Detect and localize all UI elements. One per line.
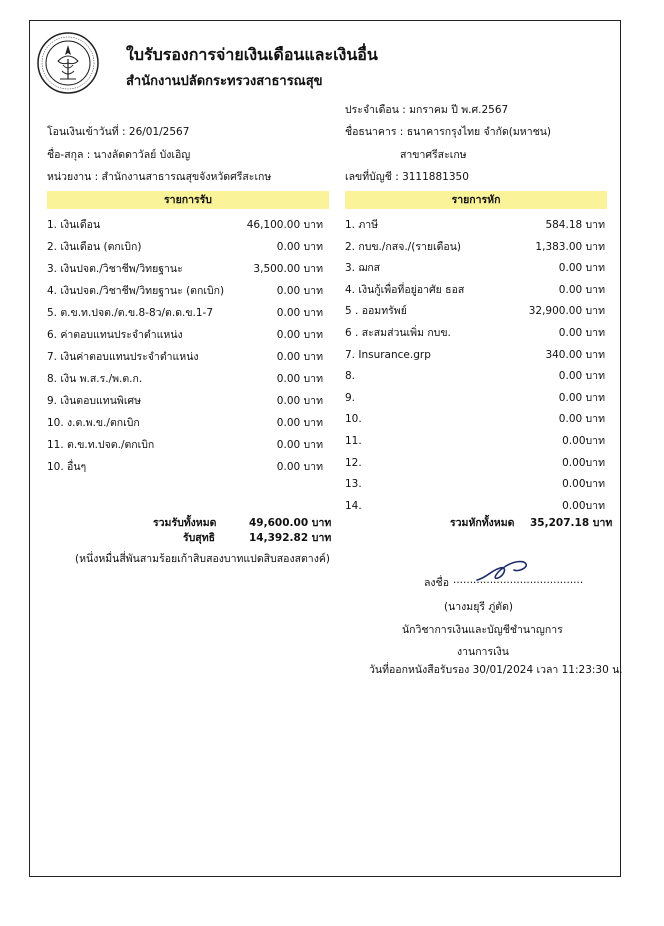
- row-amount: 0.00 บาท: [558, 370, 605, 383]
- row-amount: 0.00บาท: [562, 478, 605, 491]
- row-label: 3. เงินปจต./วิชาชีพ/วิทยฐานะ: [47, 263, 183, 275]
- row-label: 2. กบข./กสจ./(รายเดือน): [345, 240, 461, 253]
- table-row: [345, 282, 605, 298]
- row-amount: 1,383.00 บาท: [535, 240, 605, 253]
- deduction-total-value: 35,207.18 บาท: [530, 517, 613, 529]
- signer-unit: งานการเงิน: [457, 646, 509, 658]
- row-amount: 3,500.00 บาท: [253, 263, 323, 275]
- row-amount: 32,900.00 บาท: [528, 305, 605, 318]
- row-label: 1. เงินเดือน: [47, 219, 101, 231]
- row-label: 10.: [345, 413, 362, 426]
- handwritten-signature: [474, 558, 530, 586]
- table-row: [47, 437, 323, 453]
- document-title: ใบรับรองการจ่ายเงินเดือนและเงินอื่น: [126, 45, 378, 64]
- row-amount: 0.00 บาท: [558, 413, 605, 426]
- table-row: [345, 347, 605, 363]
- row-label: 11.: [345, 435, 362, 447]
- row-label: 10. อื่นๆ: [47, 461, 87, 473]
- row-label: 6. ค่าตอบแทนประจำตำแหน่ง: [47, 329, 183, 341]
- row-label: 11. ต.ข.ท.ปจต./ตกเบิก: [47, 439, 155, 451]
- bank-branch: สาขาศรีสะเกษ: [400, 149, 467, 161]
- row-amount: 0.00บาท: [562, 456, 605, 469]
- table-row: [47, 239, 323, 255]
- signer-position: นักวิชาการเงินและบัญชีชำนาญการ: [402, 624, 563, 636]
- row-label: 10. ง.ต.พ.ข./ตกเบิก: [47, 417, 140, 429]
- table-row: [345, 476, 605, 492]
- net-pay-label: รับสุทธิ: [183, 532, 216, 544]
- table-row: [345, 433, 605, 449]
- row-amount: 0.00 บาท: [276, 285, 323, 297]
- table-row: [47, 371, 323, 387]
- employee-name: ชื่อ-สกุล : นางลัดดาวัลย์ บังเอิญ: [47, 149, 191, 161]
- row-amount: 0.00 บาท: [558, 391, 605, 404]
- table-row: [345, 325, 605, 341]
- table-row: [345, 217, 605, 233]
- table-row: [47, 261, 323, 277]
- net-pay-words: (หนึ่งหมื่นสี่พันสามร้อยเก้าสิบสองบาทแปดสิบสองสตางค์): [75, 553, 330, 565]
- table-row: [345, 390, 605, 406]
- table-row: [47, 393, 323, 409]
- table-row: [345, 239, 605, 255]
- row-label: 4. เงินปจต./วิชาชีพ/วิทยฐานะ (ตกเบิก): [47, 285, 225, 297]
- table-row: [47, 349, 323, 365]
- account-number: เลขที่บัญชี : 3111881350: [345, 171, 469, 183]
- row-label: 1. ภาษี: [345, 219, 379, 231]
- table-row: [47, 305, 323, 321]
- row-label: 13.: [345, 478, 362, 491]
- signer-name: (นางมยุรี ภู่ตัด): [444, 601, 514, 613]
- table-row: [345, 411, 605, 427]
- table-row: [47, 283, 323, 299]
- row-label: 9.: [345, 391, 356, 404]
- employee-unit: หน่วยงาน : สำนักงานสาธารณสุขจังหวัดศรีสะเกษ: [47, 171, 272, 183]
- row-amount: 0.00 บาท: [276, 307, 323, 319]
- issue-datetime: วันที่ออกหนังสือรับรอง 30/01/2024 เวลา 11:23:30 น.: [369, 664, 623, 676]
- table-row: [47, 415, 323, 431]
- row-amount: 0.00 บาท: [558, 327, 605, 339]
- row-label: 6 . สะสมส่วนเพิ่ม กบข.: [345, 327, 451, 339]
- transfer-date: โอนเงินเข้าวันที่ : 26/01/2567: [47, 126, 190, 138]
- table-row: [345, 260, 605, 276]
- income-total-label: รวมรับทั้งหมด: [153, 517, 217, 529]
- row-label: 2. เงินเดือน (ตกเบิก): [47, 241, 142, 253]
- table-row: [47, 327, 323, 343]
- row-amount: 0.00 บาท: [558, 283, 605, 296]
- table-row: [47, 459, 323, 475]
- row-amount: 0.00 บาท: [276, 241, 323, 253]
- table-row: [345, 303, 605, 319]
- row-label: 3. ฌกส: [345, 262, 381, 275]
- income-header: รายการรับ: [47, 191, 329, 209]
- row-label: 5 . ออมทรัพย์: [345, 305, 407, 318]
- row-label: 9. เงินตอบแทนพิเศษ: [47, 395, 142, 407]
- net-pay-value: 14,392.82 บาท: [249, 532, 332, 544]
- row-label: 4. เงินกู้เพื่อที่อยู่อาศัย ธอส: [345, 283, 465, 296]
- row-amount: 0.00บาท: [562, 499, 605, 512]
- row-amount: 584.18 บาท: [545, 219, 605, 231]
- table-row: [345, 368, 605, 384]
- table-row: [345, 455, 605, 471]
- row-label: 12.: [345, 456, 362, 469]
- table-row: [47, 217, 323, 233]
- row-amount: 0.00บาท: [562, 435, 605, 447]
- signature-dots: .......................................: [453, 574, 584, 586]
- document-subtitle: สำนักงานปลัดกระทรวงสาธารณสุข: [126, 74, 323, 89]
- row-amount: 0.00 บาท: [276, 373, 323, 385]
- certificate-page: [29, 20, 621, 877]
- row-label: 5. ต.ข.ท.ปจต./ต.ข.8-8ว/ต.ด.ข.1-7: [47, 307, 214, 319]
- row-amount: 0.00 บาท: [276, 461, 323, 473]
- income-total-value: 49,600.00 บาท: [249, 517, 332, 529]
- signature-label: ลงชื่อ: [424, 577, 449, 589]
- row-amount: 0.00 บาท: [276, 329, 323, 341]
- row-label: 8.: [345, 370, 356, 383]
- deduction-header: รายการหัก: [345, 191, 607, 209]
- row-amount: 46,100.00 บาท: [246, 219, 323, 231]
- row-amount: 340.00 บาท: [545, 348, 605, 361]
- row-label: 7. เงินค่าตอบแทนประจำตำแหน่ง: [47, 351, 199, 363]
- pay-month: ประจำเดือน : มกราคม ปี พ.ศ.2567: [345, 104, 509, 116]
- row-amount: 0.00 บาท: [276, 439, 323, 451]
- row-amount: 0.00 บาท: [558, 262, 605, 275]
- row-label: 7. Insurance.grp: [345, 348, 431, 361]
- row-amount: 0.00 บาท: [276, 351, 323, 363]
- deduction-total-label: รวมหักทั้งหมด: [450, 517, 515, 529]
- bank-name: ชื่อธนาคาร : ธนาคารกรุงไทย จำกัด(มหาชน): [345, 126, 552, 138]
- row-label: 14.: [345, 499, 362, 512]
- row-amount: 0.00 บาท: [276, 417, 323, 429]
- table-row: [345, 498, 605, 514]
- row-amount: 0.00 บาท: [276, 395, 323, 407]
- ministry-seal-icon: [36, 31, 100, 95]
- row-label: 8. เงิน พ.ส.ร./พ.ต.ก.: [47, 373, 143, 385]
